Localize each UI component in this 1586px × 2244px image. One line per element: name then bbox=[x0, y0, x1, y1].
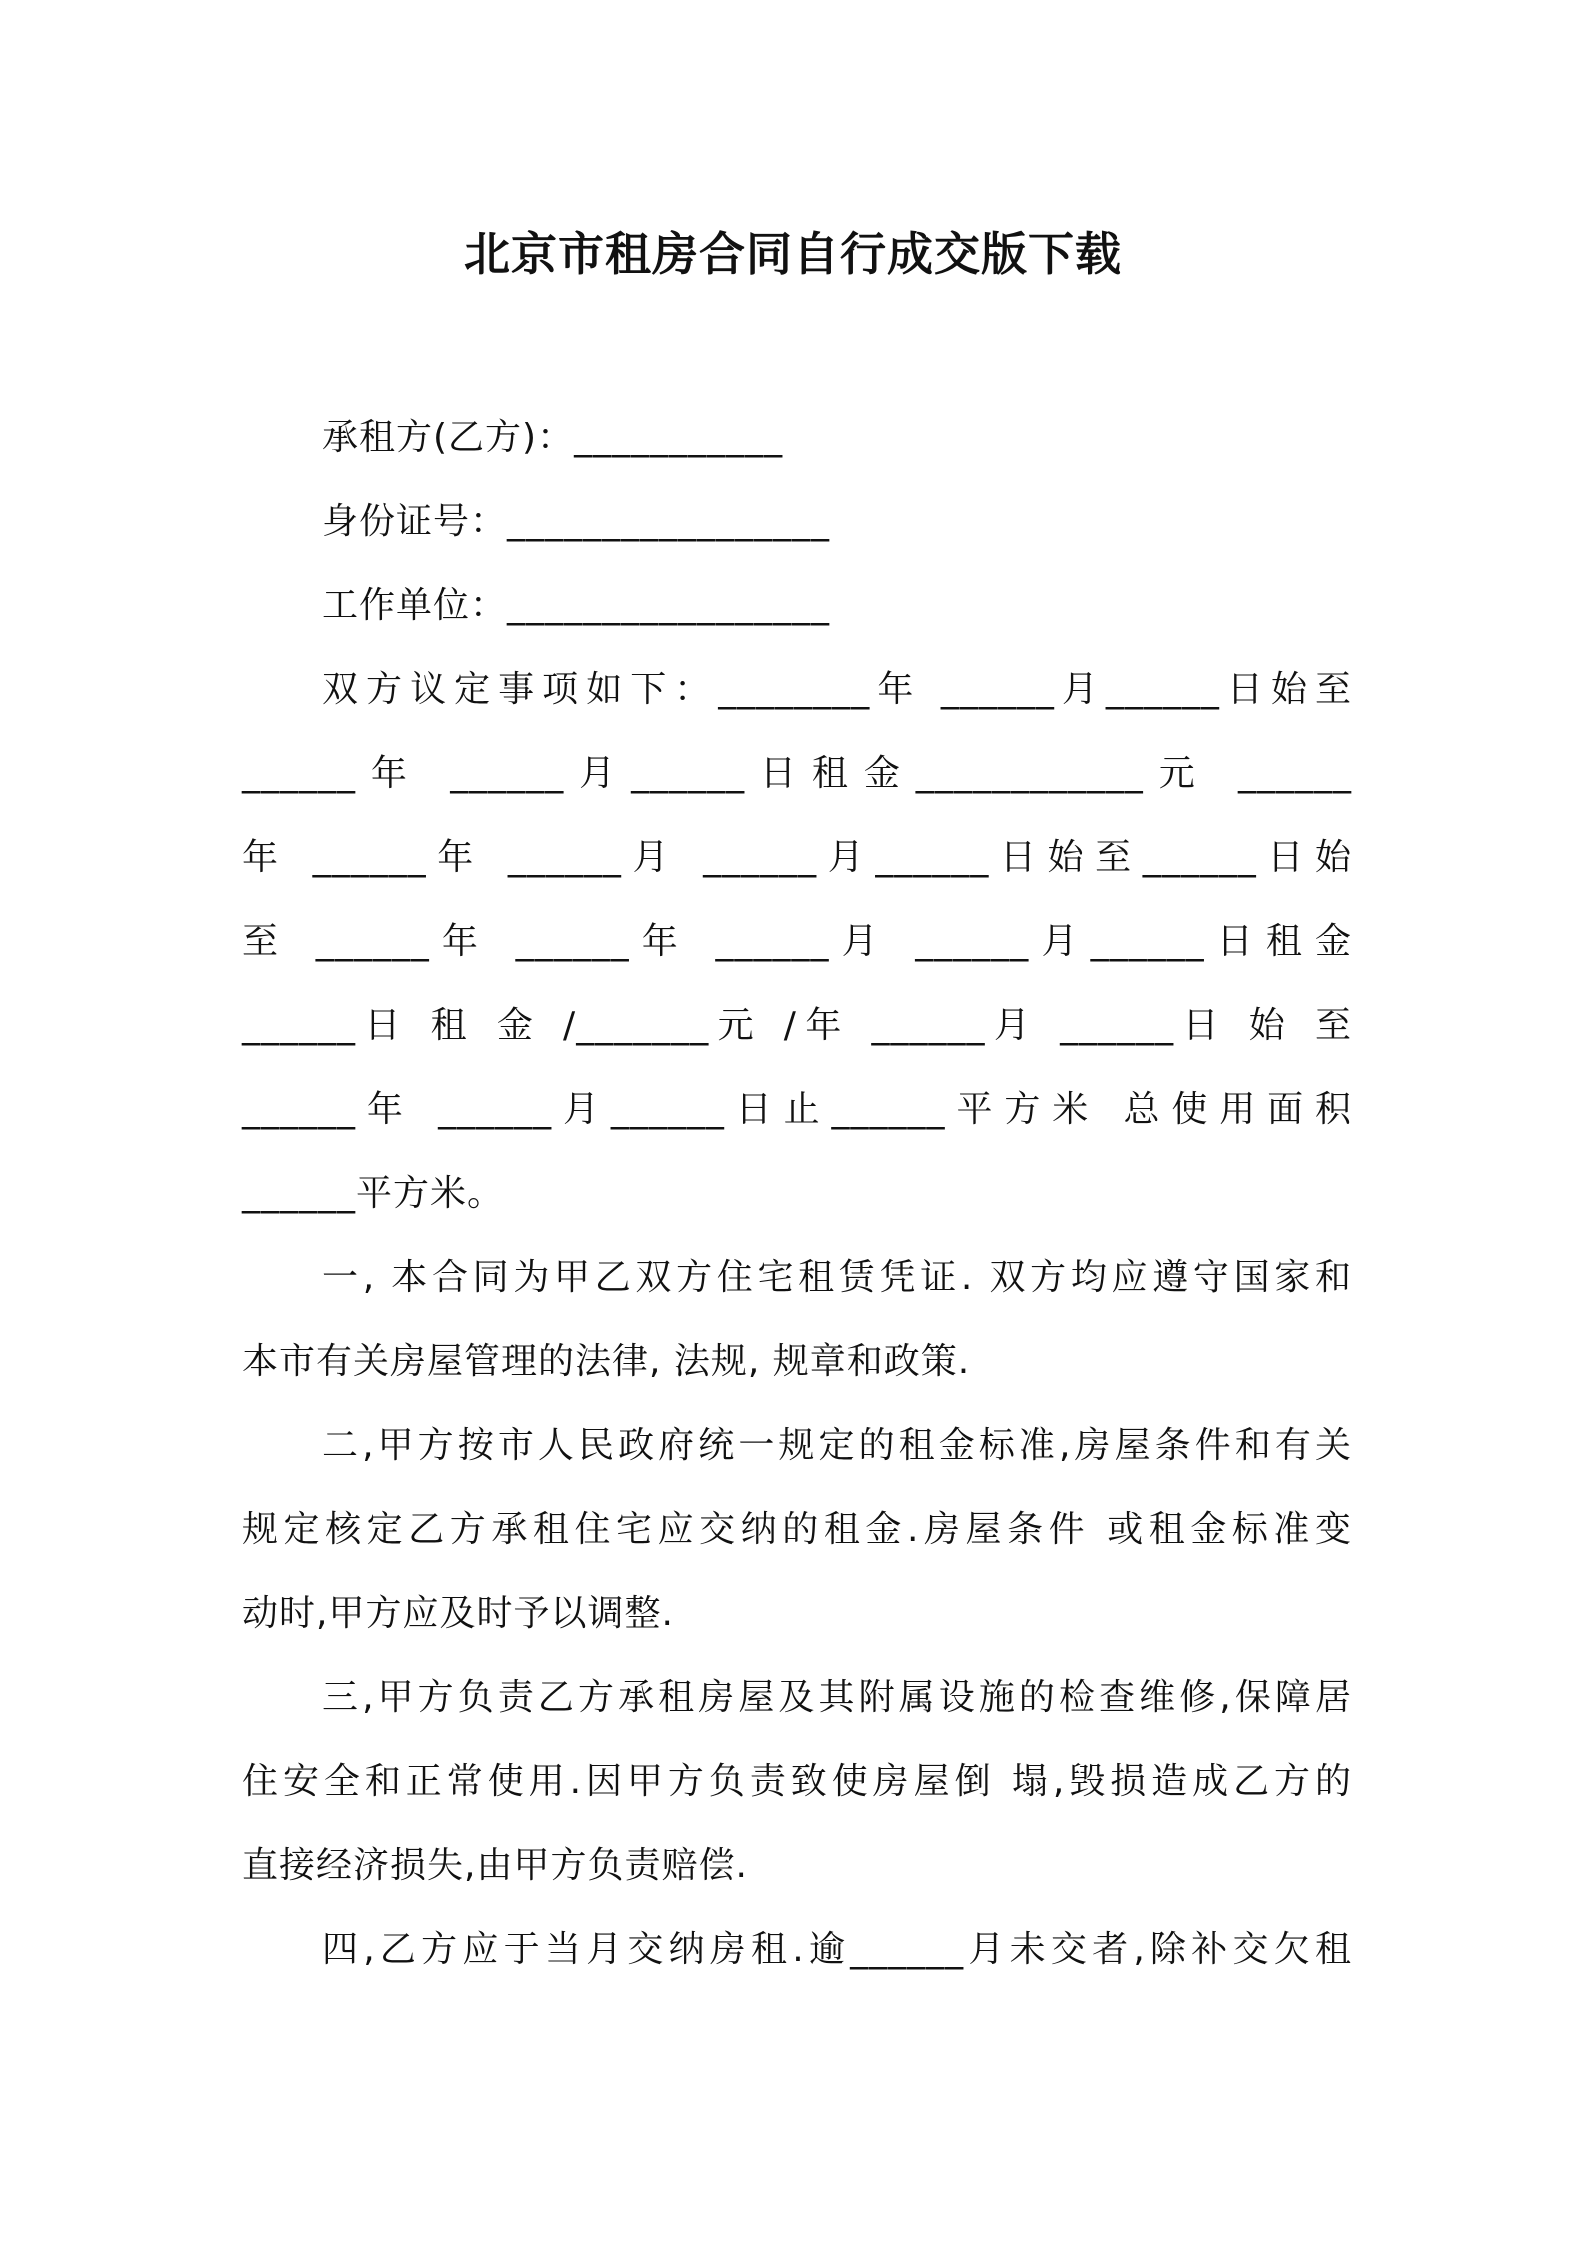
agreement-line: ______年 ______月______日止______平方米 总使用面积 bbox=[242, 1089, 1352, 1130]
agreement-line: 年 ______年 ______月 ______月______日始至______日始 bbox=[242, 837, 1352, 878]
agreement-line: ______年 ______月______日租金____________元 ______ bbox=[242, 753, 1352, 794]
agreement-line: ______平方米。 bbox=[242, 1173, 505, 1214]
clause-1-line: 一, 本合同为甲乙双方住宅租赁凭证. 双方均应遵守国家和 bbox=[322, 1257, 1352, 1298]
clause-3-line: 三,甲方负责乙方承租房屋及其附属设施的检查维修,保障居 bbox=[322, 1677, 1352, 1718]
clause-2-line: 动时,甲方应及时予以调整. bbox=[242, 1593, 674, 1634]
id-number-field: 身份证号：_________________ bbox=[322, 501, 831, 542]
lessee-field: 承租方(乙方)：___________ bbox=[322, 417, 784, 458]
document-title: 北京市租房合同自行成交版下载 bbox=[464, 227, 1122, 281]
clause-2-line: 规定核定乙方承租住宅应交纳的租金.房屋条件 或租金标准变 bbox=[242, 1509, 1352, 1550]
clause-4-line: 四,乙方应于当月交纳房租.逾______月未交者,除补交欠租 bbox=[322, 1929, 1352, 1970]
clause-2-line: 二,甲方按市人民政府统一规定的租金标准,房屋条件和有关 bbox=[322, 1425, 1352, 1466]
clause-1-line: 本市有关房屋管理的法律, 法规, 规章和政策. bbox=[242, 1341, 971, 1382]
clause-3-line: 直接经济损失,由甲方负责赔偿. bbox=[242, 1845, 748, 1886]
clause-3-line: 住安全和正常使用.因甲方负责致使房屋倒 塌,毁损造成乙方的 bbox=[242, 1761, 1352, 1802]
work-unit-field: 工作单位：_________________ bbox=[322, 585, 831, 626]
agreement-line: ______日 租 金 /_______元 /年 ______月 ______日 始 至 bbox=[242, 1005, 1352, 1046]
agreement-line: 至 ______年 ______年 ______月 ______月______日租金 bbox=[242, 921, 1352, 962]
agreement-line: 双方议定事项如下：________年 ______月______日始至 bbox=[322, 669, 1352, 710]
